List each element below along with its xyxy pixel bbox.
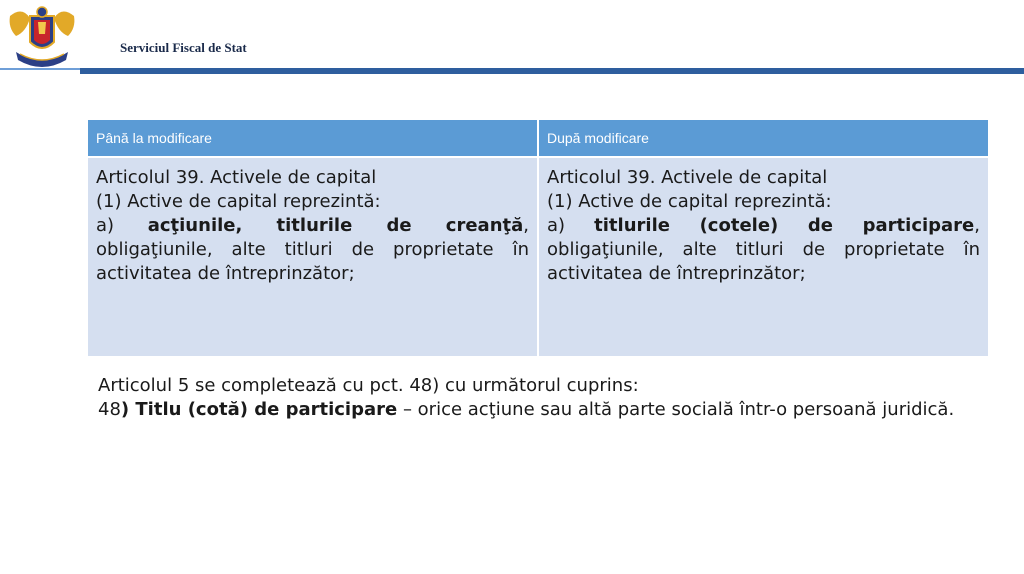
article-title: Articolul 39. Activele de capital — [547, 167, 828, 188]
definition-term: ) Titlu (cotă) de participare — [120, 399, 398, 420]
item-prefix: a) — [96, 215, 148, 236]
state-fiscal-service-emblem — [4, 2, 80, 72]
article-paragraph: (1) Active de capital reprezintă: — [96, 191, 381, 212]
article-title: Articolul 39. Activele de capital — [96, 167, 377, 188]
header — [0, 0, 1024, 80]
amendment-definition — [98, 398, 992, 422]
article-item — [547, 214, 980, 286]
definition-text: – orice acţiune sau altă parte socială într-o persoană juridică. — [397, 399, 955, 420]
item-prefix: a) — [547, 215, 595, 236]
header-rule-thick — [80, 68, 1024, 74]
cell-after — [538, 157, 989, 357]
definition-prefix: 48 — [98, 399, 121, 420]
article-item — [96, 214, 529, 286]
organization-name: Serviciul Fiscal de Stat — [120, 40, 247, 55]
cell-before — [87, 157, 538, 357]
column-header-before: Până la modificare — [87, 119, 538, 157]
item-bold-text: titlurile (cotele) de participare — [594, 215, 975, 236]
column-header-after: După modificare — [538, 119, 989, 157]
item-rest-text: , obligaţiunile, alte titluri de proprietate în activitatea de întreprinzător; — [96, 215, 529, 284]
item-bold-text: acţiunile, titlurile de creanţă — [147, 215, 524, 236]
item-rest-text: , obligaţiunile, alte titluri de proprietate în activitatea de întreprinzător; — [547, 215, 981, 284]
amendment-text — [98, 374, 992, 422]
article-paragraph: (1) Active de capital reprezintă: — [547, 191, 832, 212]
comparison-table — [86, 118, 990, 358]
amendment-intro: Articolul 5 se completează cu pct. 48) cu următorul cuprins: — [98, 375, 639, 396]
